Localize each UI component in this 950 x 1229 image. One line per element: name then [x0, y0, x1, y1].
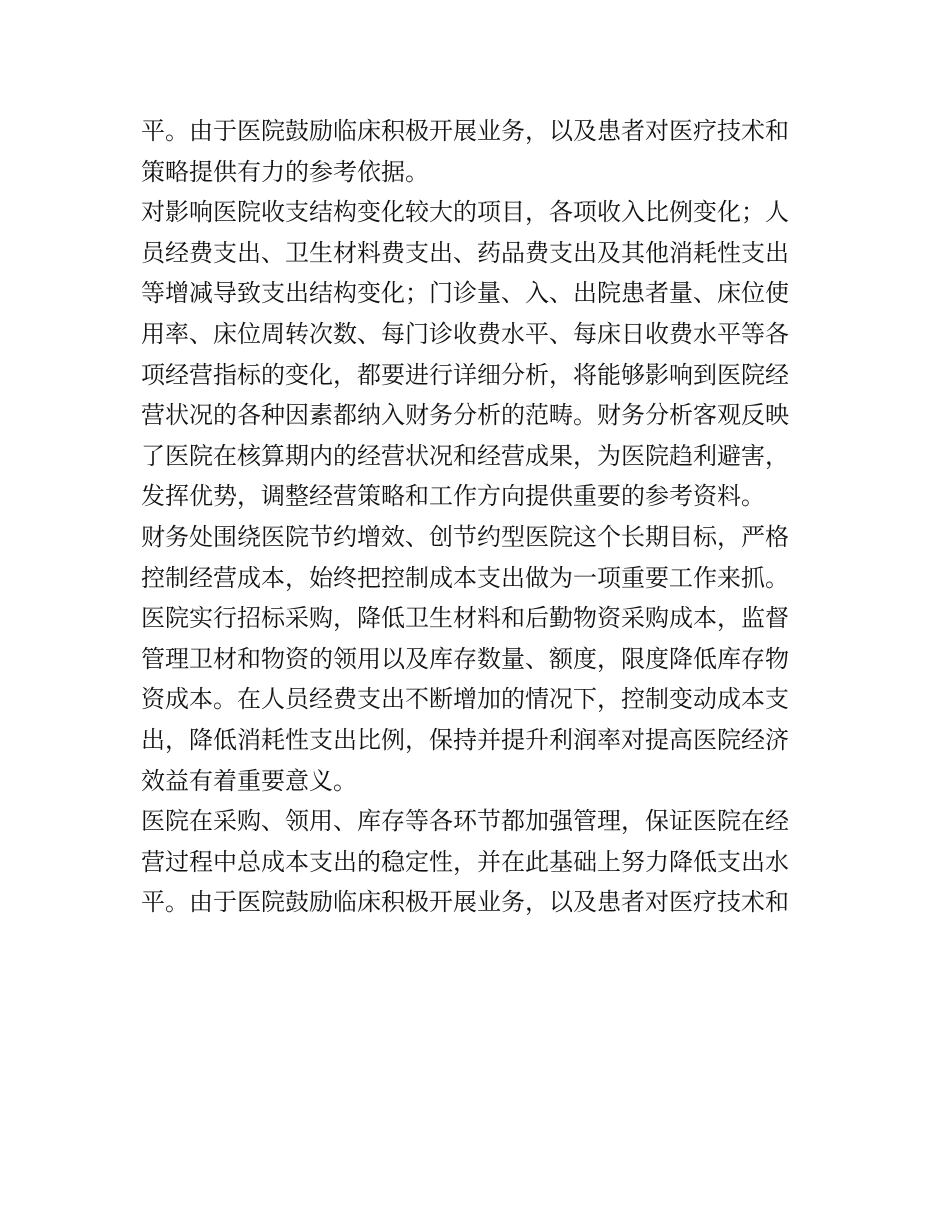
- text-line: 平。由于医院鼓励临床积极开展业务，以及患者对医疗技术和: [141, 117, 789, 145]
- text-line: 策略提供有力的参考依据。: [141, 157, 429, 186]
- text-line: 管理卫材和物资的领用以及库存数量、额度，限度降低库存物: [141, 644, 789, 673]
- text-line: 出，降低消耗性支出比例，保持并提升利润率对提高医院经济: [141, 725, 789, 754]
- text-line: 财务处围绕医院节约增效、创节约型医院这个长期目标，严格: [141, 522, 789, 551]
- text-line: 平。由于医院鼓励临床积极开展业务，以及患者对医疗技术和: [141, 888, 789, 917]
- text-line: 了医院在核算期内的经营状况和经营成果，为医院趋利避害，: [141, 441, 789, 470]
- text-line: 用率、床位周转次数、每门诊收费水平、每床日收费水平等各: [141, 319, 789, 348]
- text-line: 营状况的各种因素都纳入财务分析的范畴。财务分析客观反映: [141, 401, 789, 430]
- text-line: 医院实行招标采购，降低卫生材料和后勤物资采购成本，监督: [141, 604, 789, 633]
- text-line: 营过程中总成本支出的稳定性，并在此基础上努力降低支出水: [141, 847, 789, 876]
- text-line: 医院在采购、领用、库存等各环节都加强管理，保证医院在经: [141, 807, 789, 836]
- text-line: 项经营指标的变化，都要进行详细分析，将能够影响到医院经: [141, 360, 789, 389]
- text-line: 效益有着重要意义。: [141, 766, 357, 795]
- text-line: 控制经营成本，始终把控制成本支出做为一项重要工作来抓。: [141, 563, 789, 592]
- document-body: [141, 111, 813, 923]
- text-line: 发挥优势，调整经营策略和工作方向提供重要的参考资料。: [141, 482, 765, 511]
- text-line: 资成本。在人员经费支出不断增加的情况下，控制变动成本支: [141, 685, 789, 714]
- text-line: 等增减导致支出结构变化；门诊量、入、出院患者量、床位使: [141, 279, 789, 308]
- text-line: 员经费支出、卫生材料费支出、药品费支出及其他消耗性支出: [141, 238, 789, 267]
- text-line: 对影响医院收支结构变化较大的项目，各项收入比例变化；人: [141, 198, 789, 227]
